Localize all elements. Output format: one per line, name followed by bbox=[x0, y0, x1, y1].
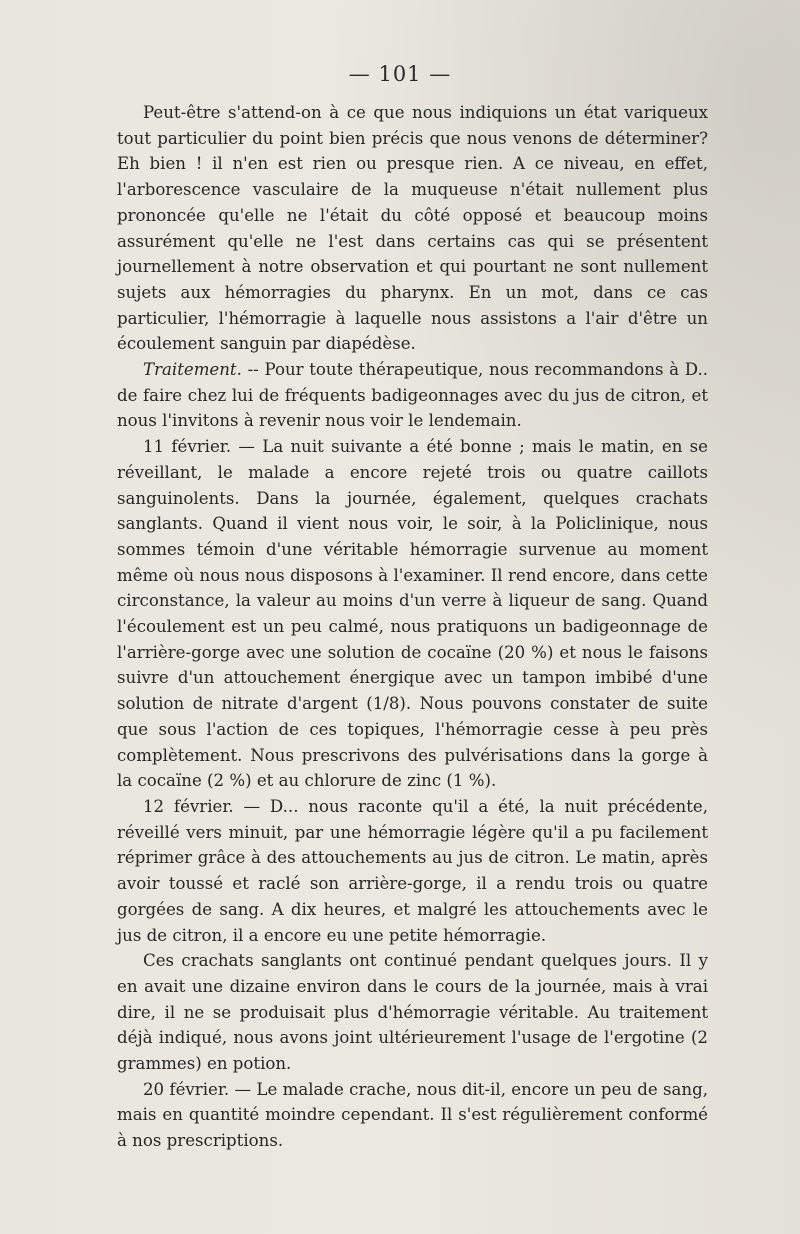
paragraph-text: — D... nous raconte qu'il a été, la nuit précédente, réveillé vers minuit, par une hémorragie légère qu'il a pu facilement réprimer grâce à des attouchements au jus de citron. Le matin, après avoir toussé et raclé son arrière-gorge, il a rendu trois ou quatre gorgées de sang. A dix heures, et malgré les attouchements avec le jus de citron, il a encore eu une petite hémorragie. bbox=[117, 796, 709, 945]
date-heading-12-fevrier: 12 février. bbox=[143, 796, 234, 816]
paragraph-text: — Le malade crache, nous dit-il, encore un peu de sang, mais en quantité moindre cependant. Il s'est régulièrement conformé à nos prescriptions. bbox=[117, 1079, 709, 1151]
paragraph-text: Peut-être s'attend-on à ce que nous indiquions un état variqueux tout particulier du point bien précis que nous venons de déterminer? Eh bien ! il n'en est rien ou presque rien. A ce niveau, en effet, l'arborescence vasculaire de la muqueuse n'était nullement plus prononcée qu'elle ne l'était du côté opposé et beaucoup moins assurément qu'elle ne l'est dans certains cas qui se présentent journellement à notre observation et qui pourtant ne sont nullement sujets aux hémorragies du pharynx. En un mot, dans ce cas particulier, l'hémorragie à laquelle nous assistons a l'air d'être un écoulement sanguin par diapédèse. bbox=[117, 103, 708, 354]
section-heading-treatment: Traitement. bbox=[143, 360, 242, 380]
date-heading-20-fevrier: 20 février. bbox=[143, 1079, 230, 1099]
paragraph-11-fevrier bbox=[117, 434, 708, 794]
paragraph-crachats bbox=[117, 948, 708, 1077]
paragraph-intro bbox=[117, 100, 708, 357]
paragraph-text: -- Pour toute thérapeutique, nous recommandons à D.. de faire chez lui de fréquents badigeonnages avec du jus de citron, et nous l'invitons à revenir nous voir le lendemain. bbox=[117, 360, 708, 431]
paragraph-12-fevrier bbox=[117, 794, 708, 948]
paragraph-text: — La nuit suivante a été bonne ; mais le matin, en se réveillant, le malade a encore rejeté trois ou quatre caillots sanguinolents. Dans la journée, également, quelques crachats sanglants. Quand il vient nous voir, le soir, à la Policlinique, nous sommes témoin d'une véritable hémorragie survenue au moment même où nous nous disposons à l'examiner. Il rend encore, dans cette circonstance, la valeur au moins d'un verre à liqueur de sang. Quand l'écoulement est un peu calmé, nous pratiquons un badigeonnage de l'arrière-gorge avec une solution de cocaïne (20 %) et nous le faisons suivre d'un attouchement énergique avec un tampon imbibé d'une solution de nitrate d'argent (1/8). Nous pouvons constater de suite que sous l'action de ces topiques, l'hémorragie cesse à peu près complètement. Nous prescrivons des pulvérisations dans la gorge à la cocaïne (2 %) et au chlorure de zinc (1 %). bbox=[117, 437, 709, 791]
date-heading-11-fevrier: 11 février. bbox=[143, 437, 232, 457]
paragraph-text: Ces crachats sanglants ont continué pendant quelques jours. Il y en avait une dizaine environ dans le cours de la journée, mais à vrai dire, il ne se produisait plus d'hémorragie véritable. Au traitement déjà indiqué, nous avons joint ultérieurement l'usage de l'ergotine (2 grammes) en potion. bbox=[117, 951, 708, 1074]
page-number: — 101 — bbox=[348, 62, 452, 86]
body-text bbox=[117, 100, 708, 1154]
paragraph-20-fevrier bbox=[117, 1077, 708, 1154]
paragraph-treatment bbox=[117, 357, 708, 434]
